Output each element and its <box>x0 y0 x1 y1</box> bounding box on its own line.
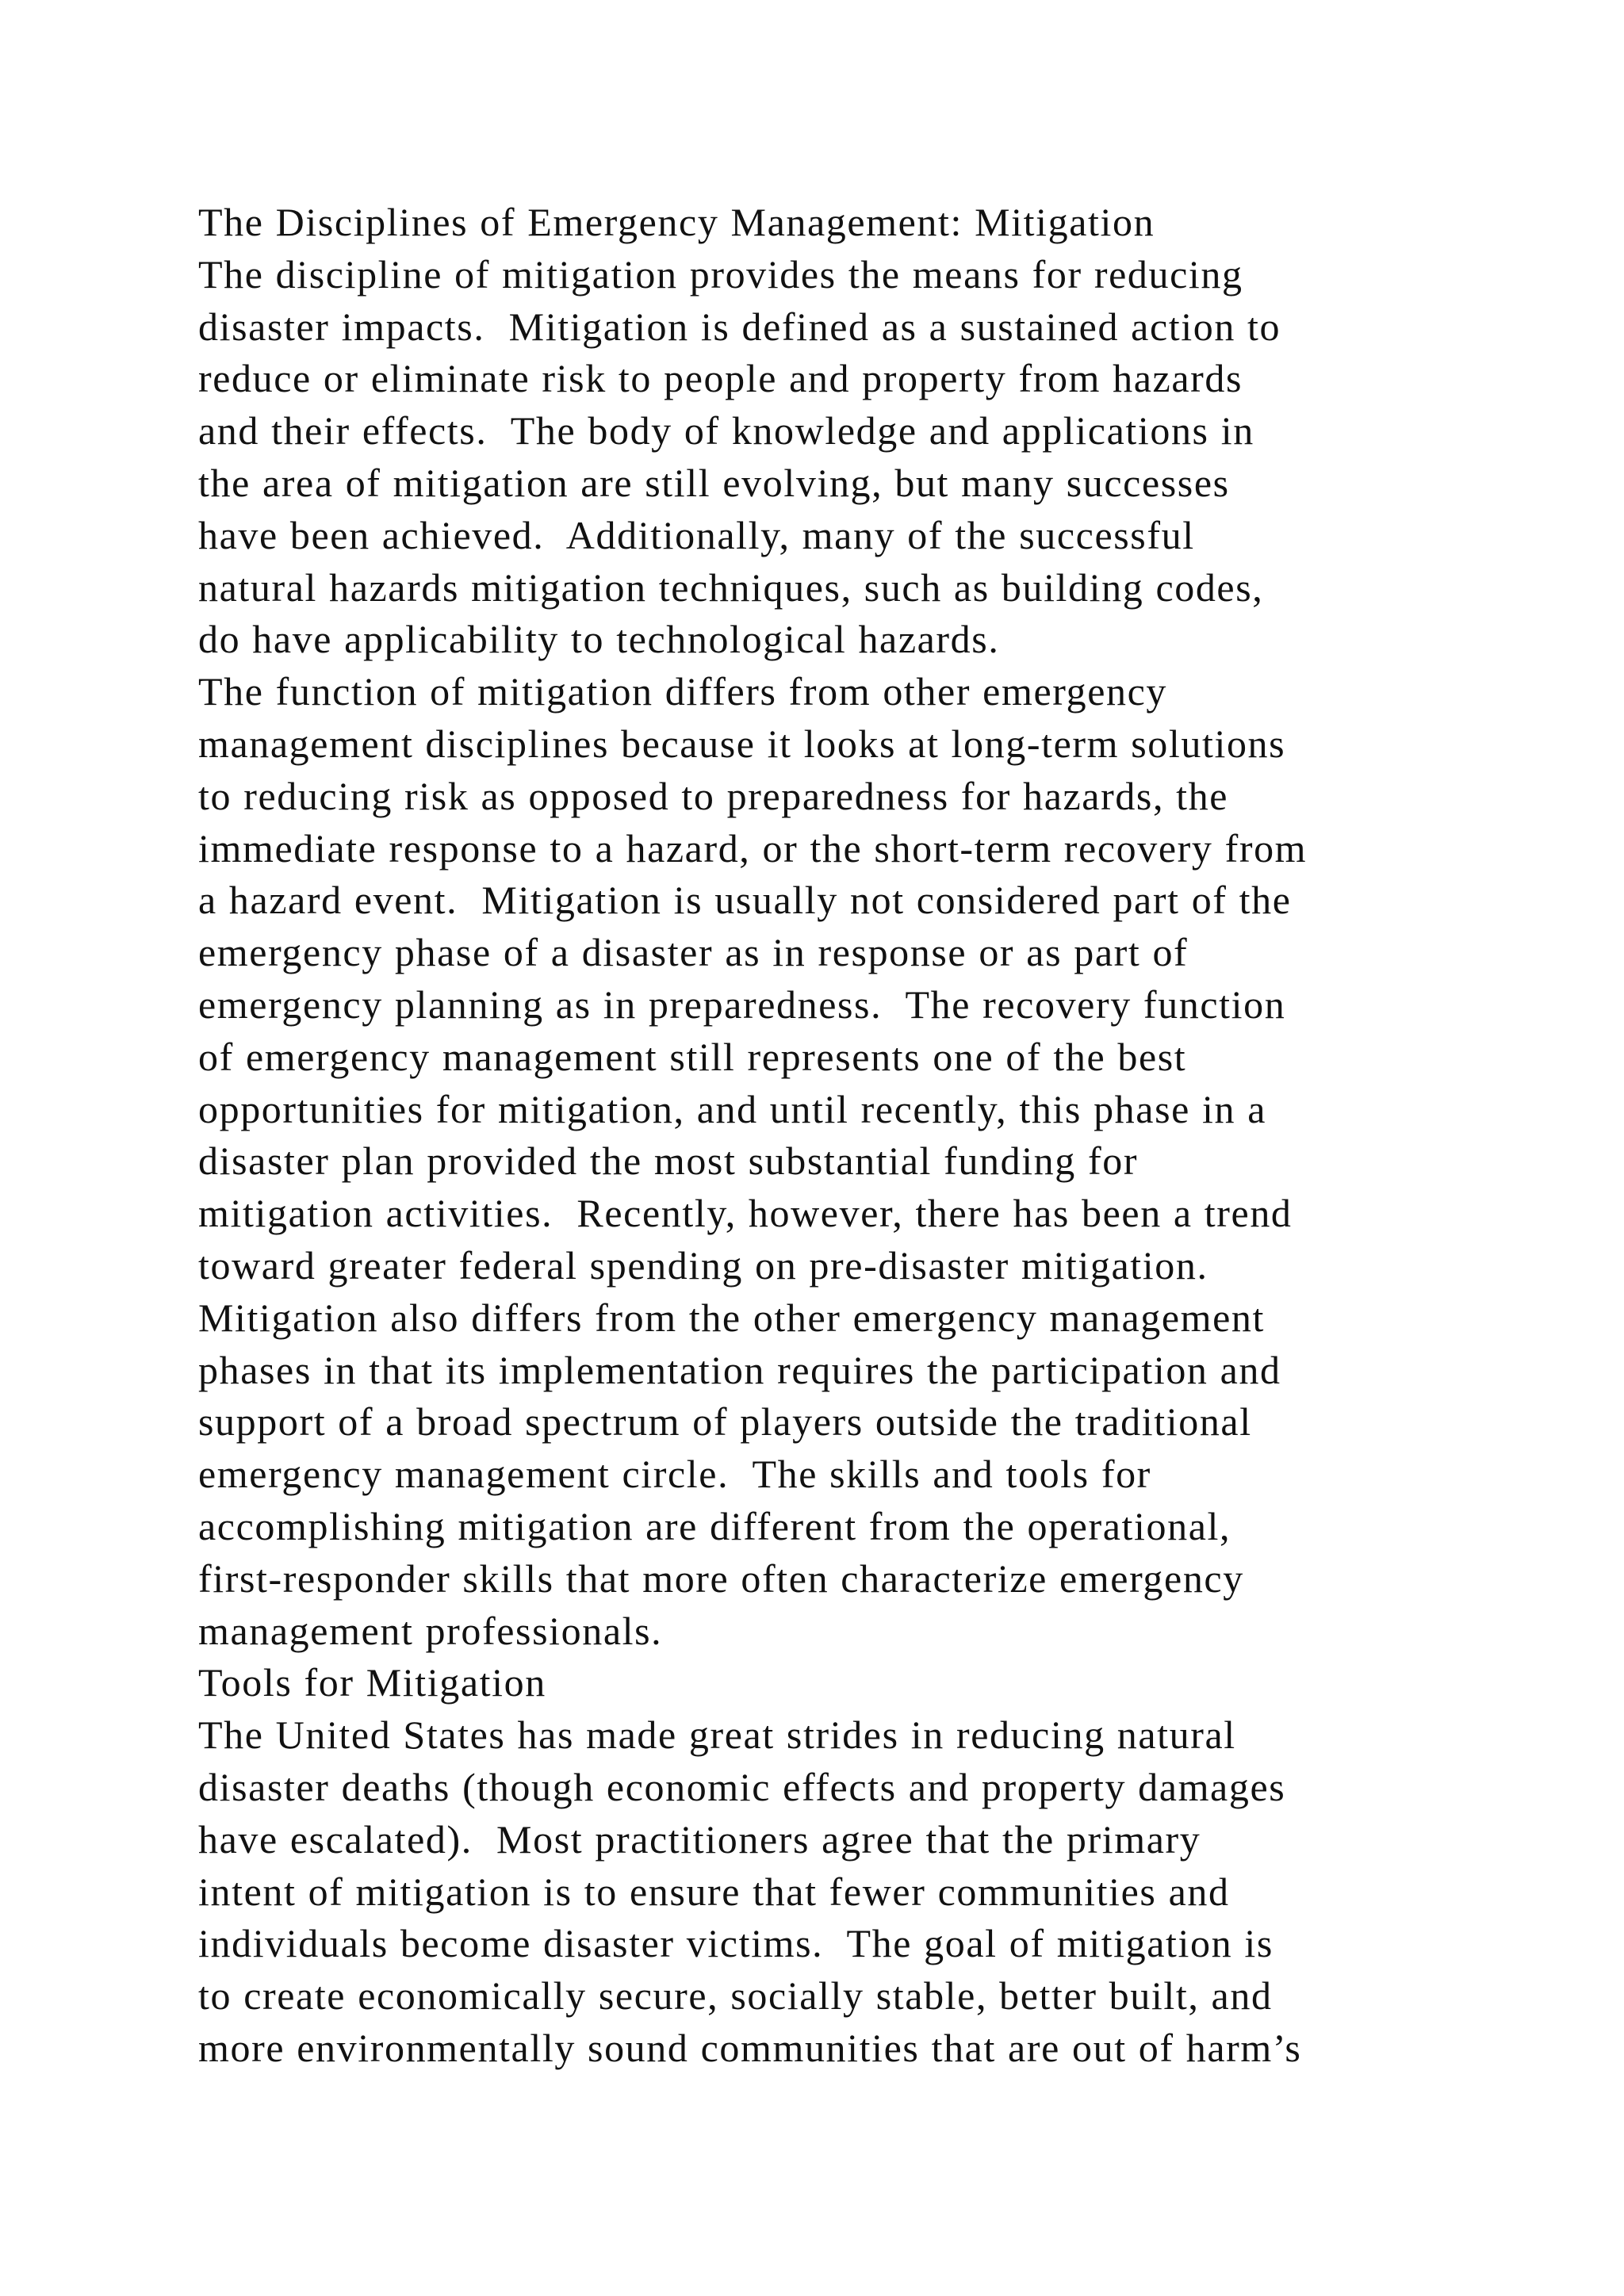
text-line: of emergency management still represents one of the best <box>198 1034 1187 1079</box>
text-line: natural hazards mitigation techniques, such as building codes, <box>198 564 1264 610</box>
text-line: first-responder skills that more often characterize emergency <box>198 1556 1244 1601</box>
text-line: management disciplines because it looks at long-term solutions <box>198 721 1286 766</box>
text-line: do have applicability to technological hazards. <box>198 617 1000 662</box>
text-line: immediate response to a hazard, or the short-term recovery from <box>198 825 1308 871</box>
document-title: The Disciplines of Emergency Management: Mitigation <box>198 200 1155 244</box>
text-line: individuals become disaster victims. The goal of mitigation is <box>198 1921 1274 1966</box>
text-line: to reducing risk as opposed to preparedness for hazards, the <box>198 773 1229 818</box>
text-line: accomplishing mitigation are different from the operational, <box>198 1503 1231 1548</box>
text-line: intent of mitigation is to ensure that fewer communities and <box>198 1869 1230 1914</box>
text-line: reduce or eliminate risk to people and property from hazards <box>198 356 1243 401</box>
text-line: have been achieved. Additionally, many of the successful <box>198 512 1195 557</box>
text-line: toward greater federal spending on pre-disaster mitigation. <box>198 1242 1208 1288</box>
text-line: support of a broad spectrum of players outside the traditional <box>198 1399 1252 1445</box>
text-line: The United States has made great strides in reducing natural <box>198 1712 1236 1758</box>
text-line: more environmentally sound communities that are out of harm’s <box>198 2025 1302 2070</box>
text-line: disaster plan provided the most substantial funding for <box>198 1138 1139 1184</box>
text-line: to create economically secure, socially stable, better built, and <box>198 1973 1273 2019</box>
text-line: Mitigation also differs from the other emergency management <box>198 1295 1266 1340</box>
text-line: emergency phase of a disaster as in response or as part of <box>198 930 1189 975</box>
text-line: phases in that its implementation requires the participation and <box>198 1347 1281 1392</box>
text-line: emergency management circle. The skills and tools for <box>198 1452 1151 1497</box>
text-line: disaster deaths (though economic effects and property damages <box>198 1764 1286 1809</box>
text-line: have escalated). Most practitioners agree that the primary <box>198 1816 1201 1862</box>
text-line: management professionals. <box>198 1608 663 1653</box>
text-line: emergency planning as in preparedness. The recovery function <box>198 982 1286 1027</box>
text-line: and their effects. The body of knowledge and applications in <box>198 408 1254 453</box>
text-line: The function of mitigation differs from other emergency <box>198 669 1167 714</box>
text-line: mitigation activities. Recently, however, there has been a trend <box>198 1191 1293 1236</box>
text-line: the area of mitigation are still evolving, but many successes <box>198 460 1230 505</box>
text-line: a hazard event. Mitigation is usually not considered part of the <box>198 878 1292 923</box>
text-line: disaster impacts. Mitigation is defined as a sustained action to <box>198 304 1281 349</box>
text-line: The discipline of mitigation provides the means for reducing <box>198 251 1243 297</box>
section-heading: Tools for Mitigation <box>198 1660 546 1705</box>
text-line: opportunities for mitigation, and until recently, this phase in a <box>198 1086 1267 1131</box>
document-text <box>198 197 1467 2075</box>
